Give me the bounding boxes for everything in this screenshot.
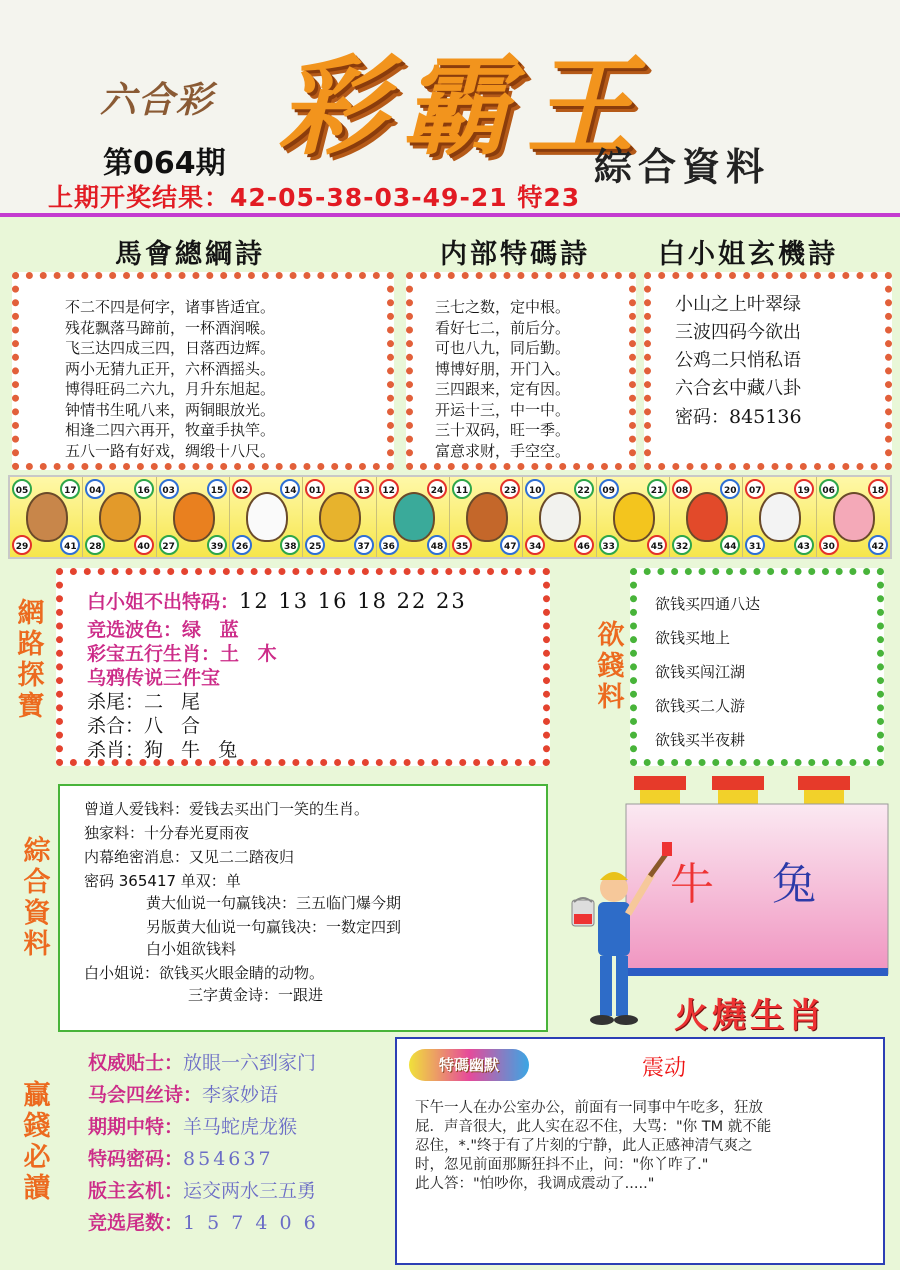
zodiac-number-ball: 03 <box>159 479 179 499</box>
must-read-row <box>88 1048 316 1075</box>
must-read-value: 运交两水三五勇 <box>183 1180 317 1202</box>
inner-poem-title: 内部特碼詩 <box>440 239 590 270</box>
horse-poem-lines <box>65 297 275 461</box>
zodiac-number-ball: 37 <box>354 535 374 555</box>
inner-poem-box <box>406 272 636 470</box>
zodiac-cell <box>230 477 303 557</box>
must-read-label: 权威贴士： <box>88 1052 184 1074</box>
five-elements-value: 土 木 <box>220 643 283 665</box>
zodiac-number-ball: 06 <box>819 479 839 499</box>
issue-number: 第064期 <box>103 146 226 181</box>
net-probe-side-label: 網路探寶 <box>17 598 45 722</box>
board-zodiac-1: 牛 <box>670 859 714 910</box>
misc-info-box <box>58 784 548 1032</box>
must-read-side-label: 贏錢必讀 <box>23 1080 51 1204</box>
zodiac-number-ball: 15 <box>207 479 227 499</box>
kill-tail-value: 二 尾 <box>144 691 207 713</box>
horse-poem-line: 相逢二四六再开，牧童手执竿。 <box>65 421 276 439</box>
zodiac-animal-icon <box>686 492 728 542</box>
joke-line: 下午一人在办公室办公，前面有一同事中午吃多，狂放 <box>415 1100 763 1116</box>
zodiac-number-ball: 13 <box>354 479 374 499</box>
want-money-item: 欲钱买二人游 <box>655 697 746 715</box>
want-money-list <box>655 587 760 757</box>
zodiac-number-ball: 25 <box>305 535 325 555</box>
misc-line: 另版黄大仙说一句赢钱决：一数定四到 <box>146 918 402 936</box>
zodiac-animal-icon <box>246 492 288 542</box>
must-read-row <box>88 1176 316 1203</box>
zodiac-number-ball: 30 <box>819 535 839 555</box>
horse-poem-box <box>12 272 394 470</box>
misc-line: 内幕绝密消息：又见二二踏夜归 <box>84 848 295 866</box>
joke-line: 时，忽见前面那厮狂抖不止，问："你丫咋了." <box>415 1157 709 1173</box>
want-money-side-label: 欲錢料 <box>597 620 625 713</box>
zodiac-number-ball: 34 <box>525 535 545 555</box>
zodiac-number-ball: 12 <box>379 479 399 499</box>
horse-poem-line: 残花飘落马蹄前，一杯酒润喉。 <box>65 318 276 337</box>
last-draw-result: 上期开奖结果：42-05-38-03-49-21 特23 <box>48 183 581 212</box>
page-header <box>0 0 900 215</box>
zodiac-number-ball: 22 <box>574 479 594 499</box>
miss-code-value: 845136 <box>729 406 802 428</box>
must-read-value: 放眼一六到家门 <box>183 1052 317 1074</box>
must-read-value: 羊马蛇虎龙猴 <box>183 1116 298 1138</box>
zodiac-number-ball: 07 <box>745 479 765 499</box>
kill-combo-value: 八 合 <box>144 715 207 737</box>
must-read-label: 特码密码： <box>88 1148 184 1170</box>
must-read-value: 1 5 7 4 0 6 <box>183 1212 319 1234</box>
must-read-value: 李家妙语 <box>202 1084 279 1106</box>
kill-combo-label: 杀合： <box>87 715 145 737</box>
inner-poem-line: 三十双码，旺一季。 <box>435 421 571 439</box>
joke-line: 屁．声音很大，此人实在忍不住，大骂："你 TM 就不能 <box>415 1119 772 1135</box>
zodiac-number-ball: 35 <box>452 535 472 555</box>
inner-poem-line: 博博好朋，开门入。 <box>435 359 571 378</box>
zodiac-cell <box>743 477 816 557</box>
must-read-label: 期期中特： <box>88 1116 184 1138</box>
zodiac-number-ball: 48 <box>427 535 447 555</box>
zodiac-animal-icon <box>393 492 435 542</box>
zodiac-number-ball: 01 <box>305 479 325 499</box>
zodiac-cell <box>597 477 670 557</box>
inner-poem-lines <box>435 297 570 461</box>
must-read-row <box>88 1112 297 1139</box>
zodiac-animal-icon <box>613 492 655 542</box>
want-money-item: 欲钱买四通八达 <box>655 595 761 613</box>
miss-no-special-value: 12 13 16 18 22 23 <box>239 589 467 613</box>
horse-poem-title: 馬會總綱詩 <box>115 239 265 270</box>
zodiac-animal-icon <box>173 492 215 542</box>
horse-poem-line: 五八一路有好戏，绸缎十八尺。 <box>65 441 276 460</box>
zodiac-number-ball: 10 <box>525 479 545 499</box>
zodiac-number-ball: 26 <box>232 535 252 555</box>
zodiac-number-ball: 43 <box>794 535 814 555</box>
zodiac-number-ball: 32 <box>672 535 692 555</box>
page-subtitle: 綜合資料 <box>594 144 771 189</box>
zodiac-animal-icon <box>833 492 875 542</box>
misc-line: 白小姐说：欲钱买火眼金睛的动物。 <box>84 964 325 982</box>
zodiac-number-ball: 42 <box>868 535 888 555</box>
zodiac-number-ball: 36 <box>379 535 399 555</box>
miss-poem-line: 小山之上叶翠绿 <box>675 294 801 315</box>
joke-line: 此人答："怕吵你，我调成震动了....." <box>415 1176 655 1192</box>
miss-poem-box <box>644 272 892 470</box>
kill-tail-line <box>87 687 206 714</box>
zodiac-animal-icon <box>319 492 361 542</box>
misc-line: 独家料：十分春光夏雨夜 <box>84 824 250 842</box>
horse-poem-line: 飞三达四成三四，日落西边辉。 <box>65 339 276 357</box>
kill-zodiac-value: 狗 牛 兔 <box>144 739 244 761</box>
horse-poem-line: 两小无猜九正开，六杯酒摇头。 <box>65 359 276 378</box>
miss-code-label: 密码： <box>675 407 729 428</box>
kill-zodiac-line <box>87 735 243 762</box>
must-read-value: 854637 <box>183 1148 274 1170</box>
miss-poem-line: 六合玄中藏八卦 <box>675 378 801 399</box>
wave-color-line <box>87 615 245 642</box>
kill-zodiac-label: 杀肖： <box>87 739 145 761</box>
want-money-box <box>630 568 884 766</box>
miss-poem-line: 三波四码今欲出 <box>675 322 801 343</box>
zodiac-number-ball: 14 <box>280 479 300 499</box>
miss-no-special-label: 白小姐不出特码： <box>87 591 240 613</box>
inner-poem-line: 富意求财，手空空。 <box>435 441 571 460</box>
zodiac-number-ball: 11 <box>452 479 472 499</box>
board-zodiac-2: 兔 <box>772 859 816 910</box>
zodiac-number-ball: 04 <box>85 479 105 499</box>
zodiac-number-ball: 33 <box>599 535 619 555</box>
horse-poem-line: 不二不四是何字，诸事皆适宜。 <box>65 298 276 316</box>
zodiac-animal-icon <box>759 492 801 542</box>
misc-side-label: 綜合資料 <box>23 836 51 960</box>
joke-line: 忍住，*."终于有了片刻的宁静，此人正感神清气爽之 <box>415 1138 753 1154</box>
zodiac-number-ball: 20 <box>720 479 740 499</box>
zodiac-cell <box>10 477 83 557</box>
zodiac-number-ball: 28 <box>85 535 105 555</box>
must-read-row <box>88 1208 319 1235</box>
zodiac-number-ball: 45 <box>647 535 667 555</box>
miss-poem-lines <box>675 291 801 403</box>
zodiac-number-ball: 29 <box>12 535 32 555</box>
zodiac-number-ball: 31 <box>745 535 765 555</box>
miss-poem-title: 白小姐玄機詩 <box>658 239 838 270</box>
zodiac-number-ball: 27 <box>159 535 179 555</box>
crow-legend-text: 乌鸦传说三件宝 <box>87 667 221 689</box>
joke-badge: 特碼幽默 <box>409 1049 529 1081</box>
brand-logo-title: 彩霸王 <box>278 44 651 170</box>
zodiac-animal-icon <box>466 492 508 542</box>
misc-line: 白小姐欲钱料 <box>146 940 237 958</box>
zodiac-animal-icon <box>539 492 581 542</box>
wave-color-value: 绿 蓝 <box>182 619 245 641</box>
inner-poem-line: 三四跟来，定有因。 <box>435 380 571 398</box>
zodiac-cell <box>523 477 596 557</box>
zodiac-number-ball: 18 <box>868 479 888 499</box>
zodiac-number-ball: 40 <box>134 535 154 555</box>
five-elements-line <box>87 639 283 666</box>
zodiac-cell <box>670 477 743 557</box>
misc-line: 黄大仙说一句赢钱决：三五临门爆今期 <box>146 894 402 912</box>
zodiac-number-ball: 19 <box>794 479 814 499</box>
zodiac-number-ball: 39 <box>207 535 227 555</box>
miss-poem-line: 公鸡二只悄私语 <box>675 350 801 371</box>
inner-poem-line: 三七之数，定中根。 <box>435 298 571 316</box>
inner-poem-line: 看好七二，前后分。 <box>435 318 571 337</box>
kill-combo-line <box>87 711 206 738</box>
zodiac-number-ball: 47 <box>500 535 520 555</box>
horse-poem-line: 钟情书生吼八来，两铜眼放光。 <box>65 400 276 419</box>
zodiac-cell <box>450 477 523 557</box>
brand-small-title: 六合彩 <box>100 79 215 121</box>
zodiac-number-ball: 41 <box>60 535 80 555</box>
miss-no-special-line <box>87 587 467 614</box>
five-elements-label: 彩宝五行生肖： <box>87 643 221 665</box>
must-read-label: 版主玄机： <box>88 1180 184 1202</box>
inner-poem-line: 可也八九，同后勤。 <box>435 339 571 357</box>
zodiac-cell <box>83 477 156 557</box>
must-read-row <box>88 1080 278 1107</box>
wave-color-label: 竞选波色： <box>87 619 183 641</box>
inner-poem-line: 开运十三，中一中。 <box>435 400 571 419</box>
misc-line: 密码 365417 单双：单 <box>84 872 241 890</box>
zodiac-number-ball: 46 <box>574 535 594 555</box>
zodiac-number-ball: 38 <box>280 535 300 555</box>
must-read-label: 马会四丝诗： <box>88 1084 203 1106</box>
zodiac-number-ball: 44 <box>720 535 740 555</box>
joke-title: 震动 <box>642 1056 687 1081</box>
zodiac-number-ball: 16 <box>134 479 154 499</box>
zodiac-number-ball: 24 <box>427 479 447 499</box>
zodiac-number-ball: 08 <box>672 479 692 499</box>
zodiac-number-strip <box>8 475 892 559</box>
want-money-item: 欲钱买闯江湖 <box>655 663 746 681</box>
zodiac-cell <box>303 477 376 557</box>
zodiac-cell <box>377 477 450 557</box>
zodiac-number-ball: 17 <box>60 479 80 499</box>
must-read-row <box>88 1144 274 1171</box>
misc-line: 三字黄金诗：一跟进 <box>188 986 324 1004</box>
header-divider <box>0 213 900 217</box>
want-money-item: 欲钱买半夜耕 <box>655 731 746 749</box>
painter-illustration <box>562 776 892 1044</box>
must-read-label: 竞选尾数： <box>88 1212 184 1234</box>
zodiac-animal-icon <box>26 492 68 542</box>
zodiac-number-ball: 23 <box>500 479 520 499</box>
crow-legend-line <box>87 663 220 690</box>
zodiac-cell <box>157 477 230 557</box>
zodiac-number-ball: 02 <box>232 479 252 499</box>
horse-poem-line: 博得旺码二六九，月升东旭起。 <box>65 380 276 398</box>
net-probe-box <box>56 568 550 766</box>
fire-burn-caption: 火燒生肖 <box>674 996 826 1036</box>
zodiac-cell <box>817 477 890 557</box>
zodiac-number-ball: 05 <box>12 479 32 499</box>
joke-text <box>415 1099 867 1194</box>
misc-line: 曾道人爱钱料：爱钱去买出门一笑的生肖。 <box>84 800 370 818</box>
zodiac-animal-icon <box>99 492 141 542</box>
joke-box <box>395 1037 885 1265</box>
miss-code-line <box>675 403 802 429</box>
zodiac-number-ball: 09 <box>599 479 619 499</box>
kill-tail-label: 杀尾： <box>87 691 145 713</box>
want-money-item: 欲钱买地上 <box>655 629 731 647</box>
zodiac-number-ball: 21 <box>647 479 667 499</box>
